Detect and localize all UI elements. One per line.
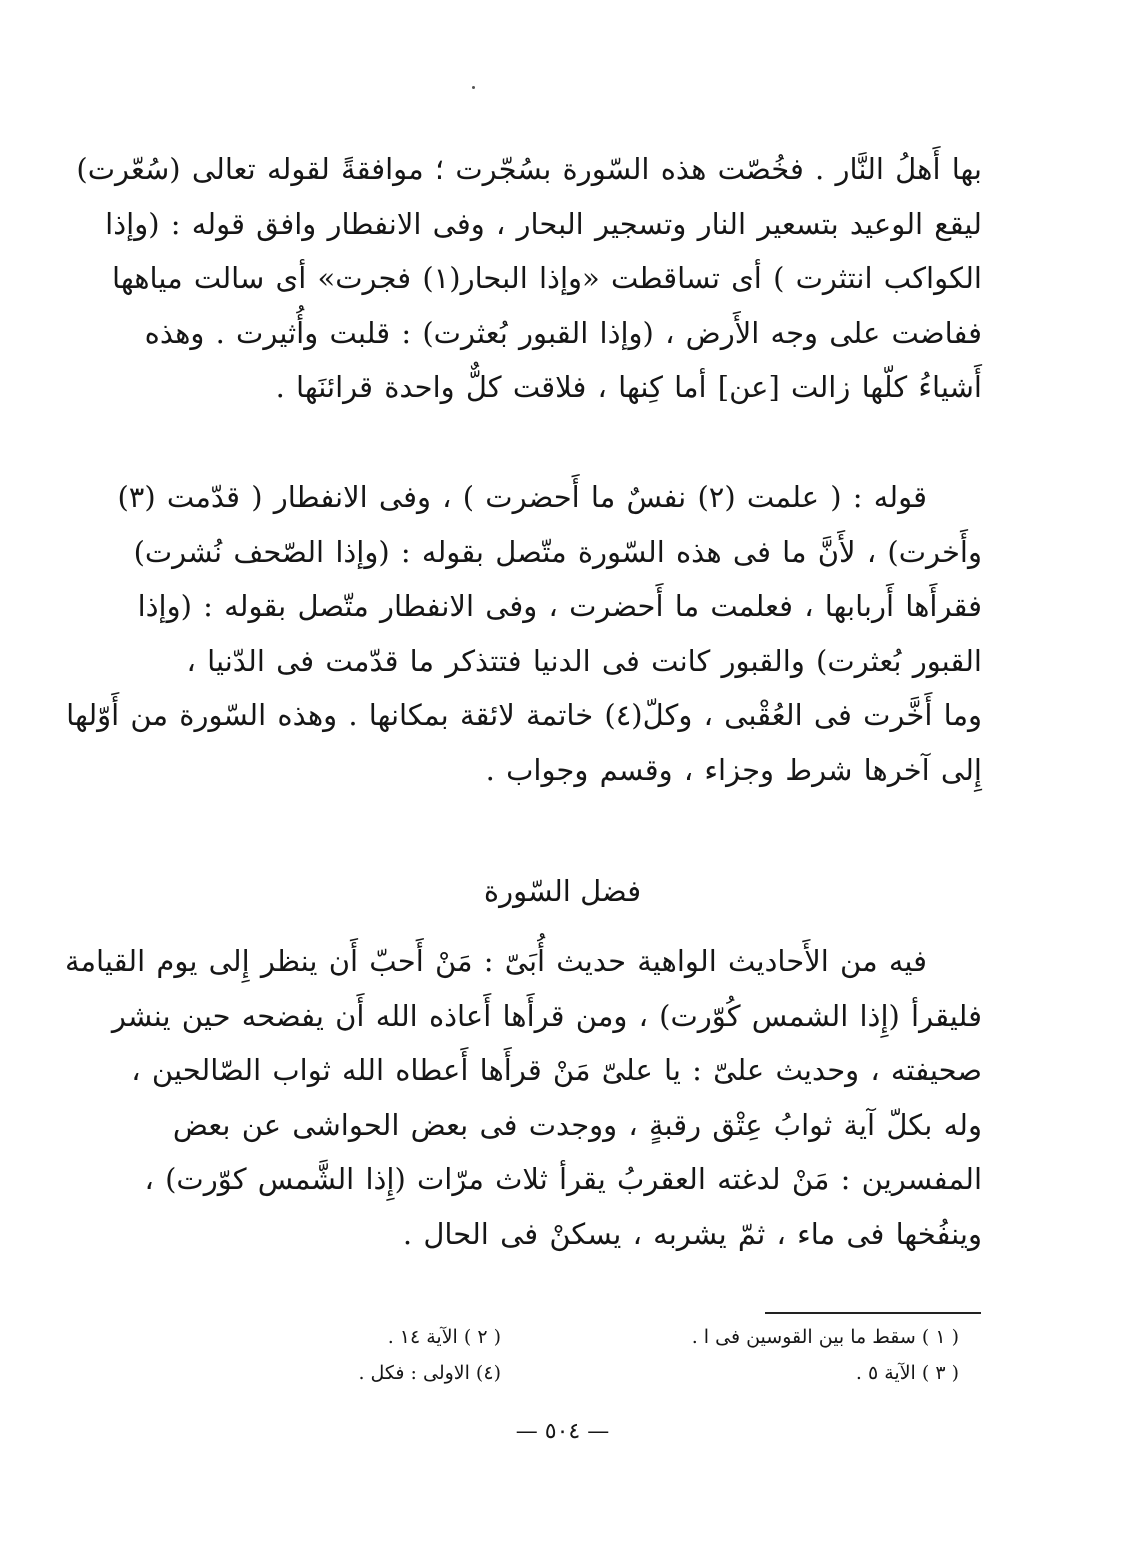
- page-number: — ٥٠٤ —: [515, 1419, 610, 1444]
- text-line: فيه من الأَحاديث الواهية حديث أُبَىّ : مَنْ أَحبّ أَن ينظر إِلى يوم القيامة: [64, 944, 927, 978]
- text-line: وله بكلّ آية ثوابُ عِتْق رقبةٍ ، ووجدت فى بعض الحواشى عن بعض: [172, 1107, 982, 1142]
- footnote-divider: [765, 1312, 981, 1314]
- text-line: أَشياءُ كلّها زالت [عن] أما كِنها ، فلاقت كلٌّ واحدة قرائنَها .: [275, 370, 982, 405]
- text-line: فقرأَها أَربابها ، فعلمت ما أَحضرت ، وفى الانفطار متّصل بقوله : (وإذا: [137, 589, 982, 624]
- paragraph-1: [76, 142, 982, 415]
- paragraph-3: [64, 934, 982, 1262]
- footnote-4: (٤) الاولى : فكل .: [358, 1362, 501, 1384]
- text-line: بها أَهلُ النَّار . فخُصّت هذه السّورة بسُجّرت ؛ موافقةً لقوله تعالى (سُعّرت): [76, 152, 982, 186]
- text-line: المفسرين : مَنْ لدغته العقربُ يقرأ ثلاث مرّات (إِذا الشَّمس كوّرت) ،: [144, 1162, 982, 1197]
- text-line: ليقع الوعيد بتسعير النار وتسجير البحار ، وفى الانفطار وافق قوله : (وإذا: [105, 206, 982, 241]
- text-line: قوله : ( علمت (٢) نفسٌ ما أَحضرت ) ، وفى الانفطار ( قدّمت (٣): [117, 480, 927, 514]
- footnote-2: ( ٢ ) الآية ١٤ .: [387, 1326, 501, 1348]
- text-line: إِلى آخرها شرط وجزاء ، وقسم وجواب .: [485, 752, 982, 787]
- text-line: فليقرأ (إِذا الشمس كُوّرت) ، ومن قرأَها أَعاذه الله أَن يفضحه حين ينشر: [111, 998, 982, 1033]
- text-line: وينفُخها فى ماء ، ثمّ يشربه ، يسكنْ فى الحال .: [402, 1216, 982, 1251]
- text-line: صحيفته ، وحديث علىّ : يا علىّ مَنْ قرأَها أَعطاه الله ثواب الصّالحين ،: [131, 1053, 982, 1088]
- text-line: القبور بُعثرت) والقبور كانت فى الدنيا فتتذكر ما قدّمت فى الدّنيا ،: [186, 643, 982, 678]
- text-line: ففاضت على وجه الأَرض ، (وإذا القبور بُعثرت) : قلبت وأُثيرت . وهذه: [144, 315, 982, 350]
- text-line: الكواكب انتثرت ) أى تساقطت «وإذا البحار(١) فجرت» أى سالت مياهها: [112, 261, 982, 296]
- text-line: وما أَخَّرت فى العُقْبى ، وكلّ(٤) خاتمة لائقة بمكانها . وهذه السّورة من أَوّلها: [66, 698, 982, 733]
- section-heading: فضل السّورة: [483, 874, 642, 908]
- footnote-3: ( ٣ ) الآية ٥ .: [855, 1362, 959, 1384]
- text-line: وأَخرت) ، لأَنَّ ما فى هذه السّورة متّصل بقوله : (وإذا الصّحف نُشرت): [133, 534, 982, 569]
- paragraph-2: [66, 470, 982, 798]
- footnote-1: ( ١ ) سقط ما بين القوسين فى ا .: [691, 1326, 959, 1348]
- ink-dot: [472, 86, 475, 89]
